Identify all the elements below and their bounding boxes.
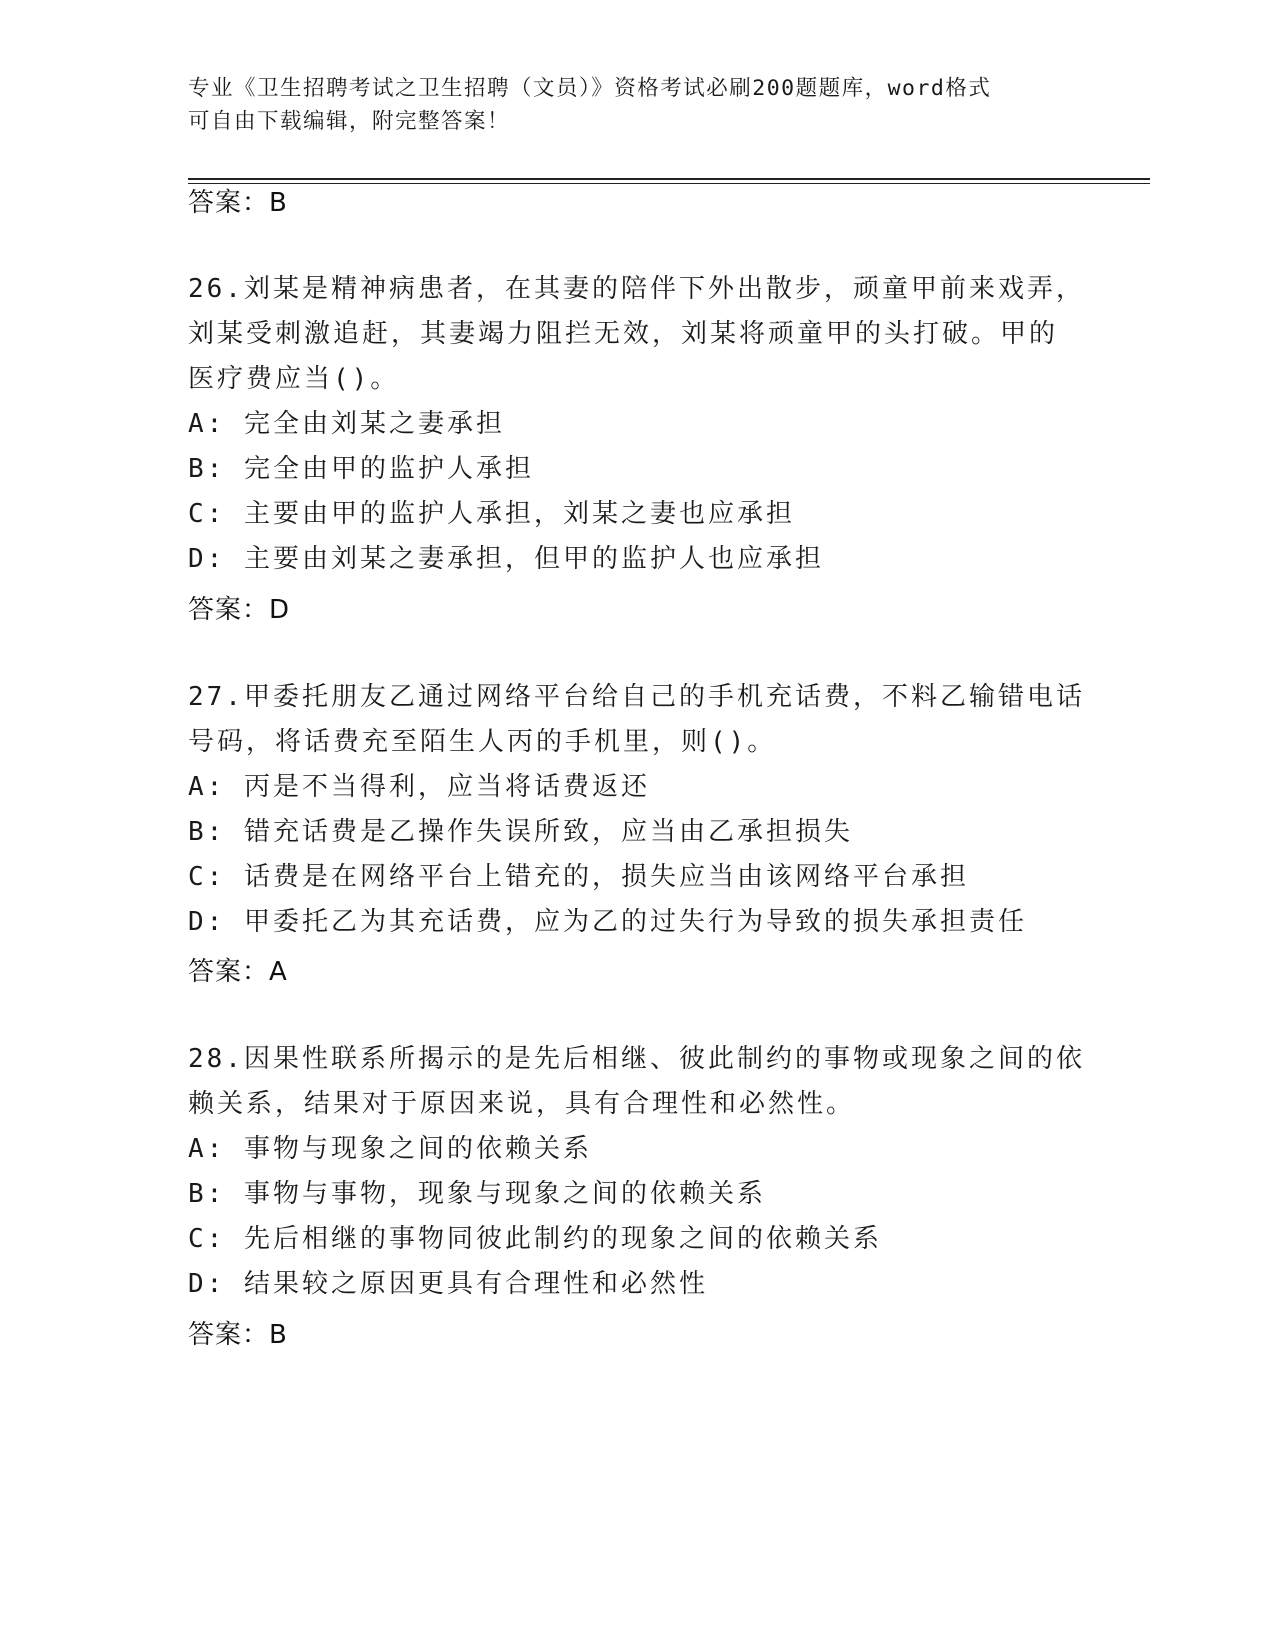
question-stem-line: 医疗费应当()。	[188, 364, 400, 394]
option-d: D: 主要由刘某之妻承担，但甲的监护人也应承担	[188, 544, 824, 574]
option-d: D: 甲委托乙为其充话费，应为乙的过失行为导致的损失承担责任	[188, 907, 1027, 937]
question-stem-line: 26.刘某是精神病患者，在其妻的陪伴下外出散步，顽童甲前来戏弄，	[188, 274, 1085, 304]
option-a: A: 丙是不当得利，应当将话费返还	[188, 772, 650, 802]
option-d: D: 结果较之原因更具有合理性和必然性	[188, 1269, 708, 1299]
header-divider-thin	[188, 183, 1150, 184]
option-b: B: 完全由甲的监护人承担	[188, 454, 534, 484]
answer-25: 答案：B	[188, 188, 288, 218]
option-b: B: 错充话费是乙操作失误所致，应当由乙承担损失	[188, 817, 853, 847]
header-line-2: 可自由下载编辑，附完整答案！	[188, 109, 511, 134]
option-c: C: 先后相继的事物同彼此制约的现象之间的依赖关系	[188, 1224, 882, 1254]
question-stem-line: 28.因果性联系所揭示的是先后相继、彼此制约的事物或现象之间的依	[188, 1044, 1085, 1074]
question-26	[188, 267, 1088, 582]
option-b: B: 事物与事物，现象与现象之间的依赖关系	[188, 1179, 766, 1209]
answer-27: 答案：A	[188, 957, 288, 987]
answer-26: 答案：D	[188, 595, 291, 625]
option-a: A: 事物与现象之间的依赖关系	[188, 1134, 592, 1164]
document-header	[188, 72, 1088, 138]
option-c: C: 主要由甲的监护人承担，刘某之妻也应承担	[188, 499, 795, 529]
answer-28: 答案：B	[188, 1320, 288, 1350]
question-stem-line: 赖关系，结果对于原因来说，具有合理性和必然性。	[188, 1089, 856, 1119]
question-stem-line: 刘某受刺激追赶，其妻竭力阻拦无效，刘某将顽童甲的头打破。甲的	[188, 319, 1059, 349]
question-stem-line: 27.甲委托朋友乙通过网络平台给自己的手机充话费，不料乙输错电话	[188, 682, 1085, 712]
question-stem-line: 号码，将话费充至陌生人丙的手机里，则()。	[188, 727, 777, 757]
header-line-1: 专业《卫生招聘考试之卫生招聘（文员）》资格考试必刷200题题库，word格式	[188, 76, 992, 101]
question-27	[188, 675, 1088, 945]
option-c: C: 话费是在网络平台上错充的，损失应当由该网络平台承担	[188, 862, 969, 892]
header-divider-thick	[188, 178, 1150, 180]
question-28	[188, 1037, 1088, 1307]
option-a: A: 完全由刘某之妻承担	[188, 409, 505, 439]
